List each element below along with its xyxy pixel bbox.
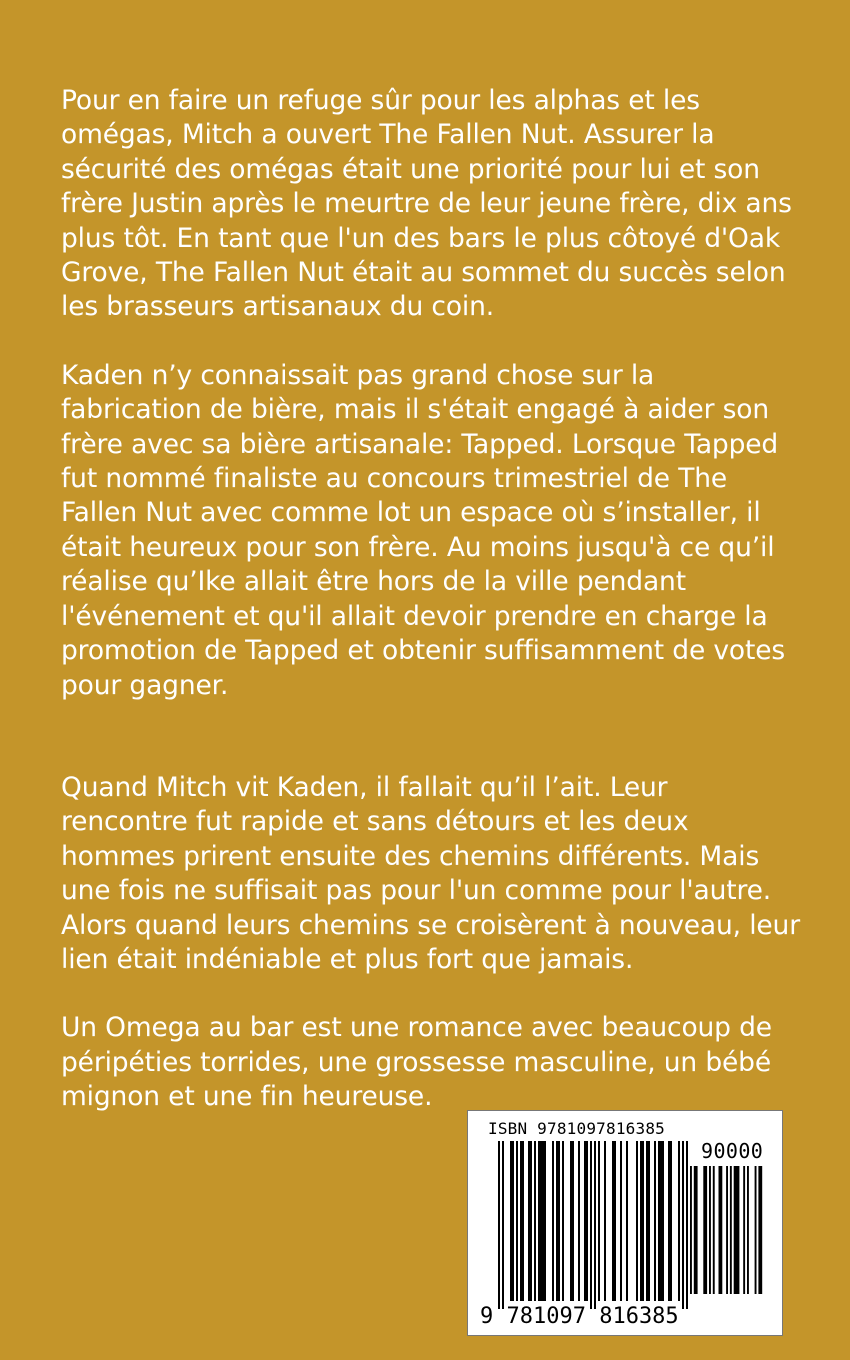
blurb-paragraph-1: Pour en faire un refuge sûr pour les alphas et les omégas, Mitch a ouvert The Fallen Nut. Assurer la sécurité des omégas était une priorité pour lui et son frère Justin après le meurtre de leur jeune frère, dix ans plus tôt. En tant que l'un des bars le plus côtoyé d'Oak Grove, The Fallen Nut était au sommet du succès selon les brasseurs artisanaux du coin. [61,85,792,323]
barcode-stripe [552,1141,554,1301]
barcode-stripe [590,1141,592,1309]
barcode-stripe [570,1141,574,1301]
barcode-stripe [520,1141,524,1301]
barcode-stripe [734,1166,740,1294]
barcode-stripe [502,1141,504,1309]
barcode-stripe [686,1141,688,1309]
barcode-stripe [726,1166,728,1294]
barcode-stripe [690,1166,692,1294]
barcode-stripe [626,1141,628,1301]
barcode-stripe [682,1141,684,1309]
barcode-stripe [703,1166,707,1294]
barcode-stripe [713,1166,715,1294]
barcode-stripe [498,1141,500,1309]
barcode-stripe [516,1141,518,1301]
isbn-label: ISBN 9781097816385 [488,1119,665,1138]
barcode-stripe [747,1166,749,1294]
barcode-stripe [755,1166,757,1294]
barcode-stripe [604,1141,606,1301]
barcode-stripe [668,1141,672,1301]
barcode-stripe [646,1141,650,1301]
barcode-stripe [584,1141,588,1301]
back-cover-blurb [61,84,801,1115]
barcode-stripe [528,1141,532,1301]
barcode-stripe [578,1141,580,1301]
barcode-stripe [538,1141,546,1301]
barcode-stripe [556,1141,560,1301]
barcode-stripe [709,1166,711,1294]
barcode-stripe [612,1141,616,1301]
barcode-stripe [730,1166,732,1294]
barcode-stripe [758,1166,762,1294]
barcode-stripe [654,1141,656,1301]
barcode-stripe [678,1141,680,1301]
barcode-stripe [640,1141,644,1301]
price-code: 90000 [701,1139,764,1163]
blurb-paragraph-3: Quand Mitch vit Kaden, il fallait qu’il l’ait. Leur rencontre fut rapide et sans détours et les deux hommes prirent ensuite des chemins différents. Mais une fois ne suffisait pas pour l'un comme pour l'autre. Alors quand leurs chemins se croisèrent à nouveau, leur lien était indéniable et plus fort que jamais. [61,771,800,975]
barcode-human-readable: 9 781097 816385 [480,1304,679,1329]
barcode-stripe [636,1141,638,1301]
barcode-stripe [658,1141,664,1301]
barcode-stripe [534,1141,536,1301]
barcode-stripe [562,1141,564,1301]
barcode-stripe [694,1166,698,1294]
blurb-paragraph-4: Un Omega au bar est une romance avec beaucoup de péripéties torrides, une grossesse masculine, un bébé mignon et une fin heureuse. [61,1012,772,1113]
isbn-barcode-block [467,1110,783,1336]
barcode-stripe [620,1141,622,1301]
barcode-stripe [594,1141,596,1309]
barcode-stripe [743,1166,745,1294]
barcode-stripe [598,1141,600,1301]
barcode-stripe [719,1166,723,1294]
barcode-stripe [510,1141,514,1301]
blurb-paragraph-2: Kaden n’y connaissait pas grand chose sur la fabrication de bière, mais il s'était engagé à aider son frère avec sa bière artisanale: Tapped. Lorsque Tapped fut nommé finaliste au concours trimestriel de The Fallen Nut avec comme lot un espace où s’installer, il était heureux pour son frère. Au moins jusqu'à ce qu’il réalise qu’Ike allait être hors de la ville pendant l'événement et qu'il allait devoir prendre en charge la promotion de Tapped et obtenir suffisamment de votes pour gagner. [61,359,786,701]
